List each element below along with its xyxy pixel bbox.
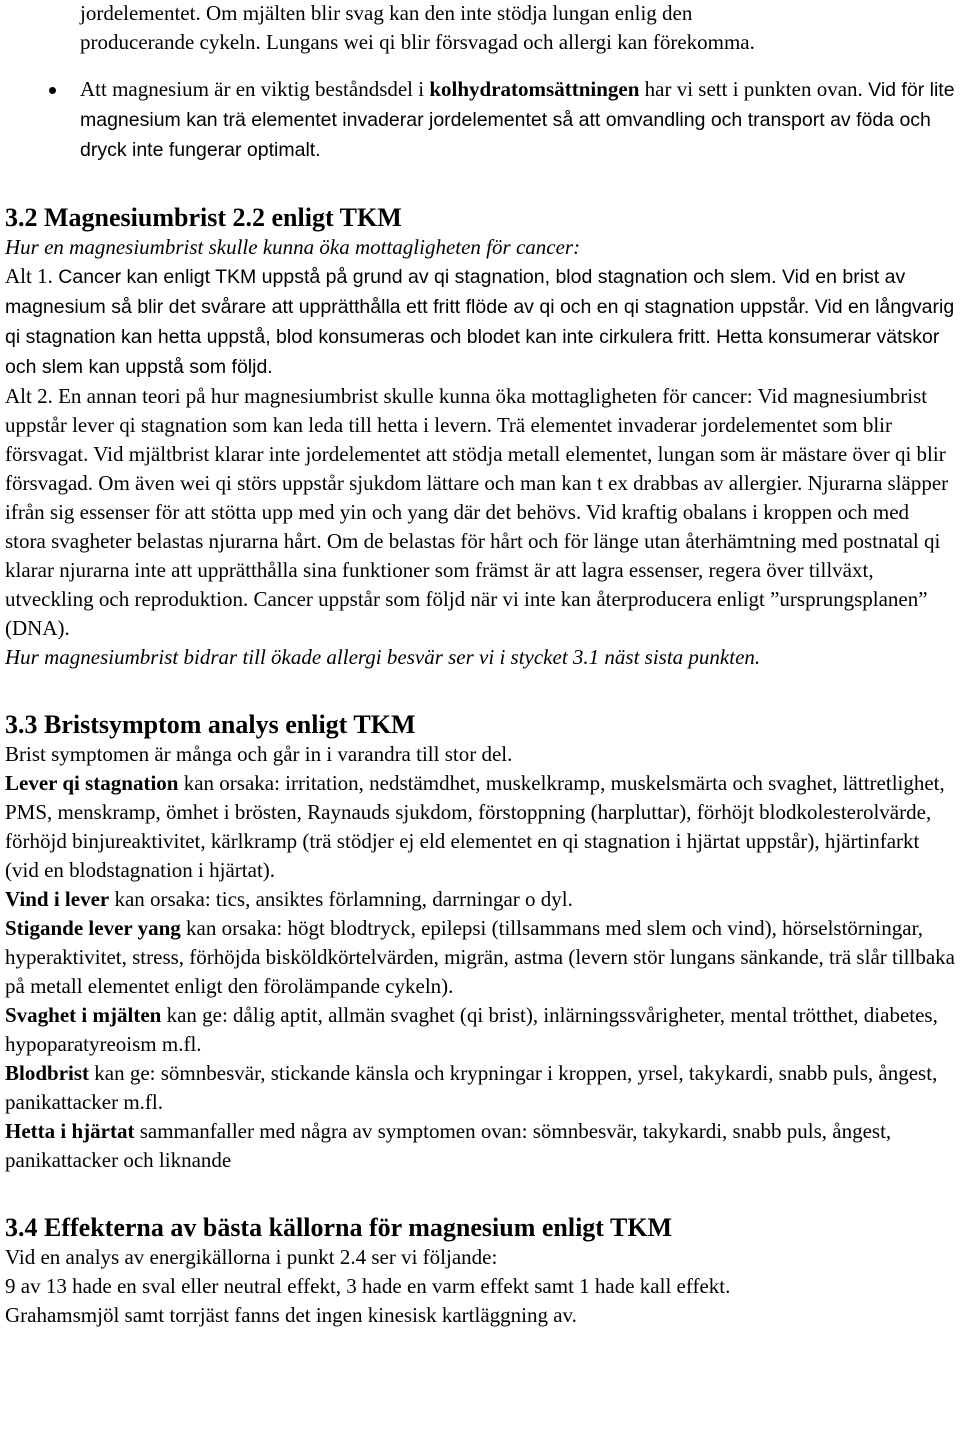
section-heading-3-4: 3.4 Effekterna av bästa källorna för magnesium enligt TKM — [5, 1213, 673, 1242]
section-heading-3-2: 3.2 Magnesiumbrist 2.2 enligt TKM — [5, 203, 402, 232]
bullet-icon — [49, 87, 56, 94]
bullet-item — [5, 75, 955, 165]
symptom-term: Hetta i hjärtat — [5, 1119, 135, 1143]
symptom-paragraph — [5, 769, 955, 885]
symptom-paragraph — [5, 1001, 955, 1059]
alt-2-text: En annan teori på hur magnesiumbrist skulle kunna öka mottagligheten för cancer: Vid magnesiumbrist uppstår lever qi stagnation som kan leda till hetta i levern. Trä elementet invaderar jordelementet som blir försvagat. Vid mjältbrist klarar inte jordelementet att stödja metall elementet, lungan som är mästare över qi blir försvagad. Om även wei qi störs uppstår sjukdom lättare och man kan t ex drabbas av allergier. Njurarna släpper ifrån sig essenser för att stötta upp med yin och yang där det behövs. Vid kraftig obalans i kroppen och med stora svagheter belastas njurarna hårt. Om de belastas för hårt och för länge utan återhämtning med postnatal qi klarar njurarna inte att upprätthålla sina funktioner som främst är att lagra essenser, regera över tillväxt, utveckling och reproduktion. Cancer uppstår som följd när vi inte kan återproducera enligt ”ursprungsplanen” (DNA). — [5, 384, 949, 640]
analysis-line: Vid en analys av energikällorna i punkt 2.4 ser vi följande: — [5, 1245, 498, 1269]
symptom-term: Stigande lever yang — [5, 916, 181, 940]
analysis-line: 9 av 13 hade en sval eller neutral effekt, 3 hade en varm effekt samt 1 hade kall effekt. — [5, 1274, 731, 1298]
alt-2-label: Alt 2. — [5, 384, 53, 408]
symptom-paragraph — [5, 885, 955, 914]
symptom-paragraph — [5, 1059, 955, 1117]
section-closing: Hur magnesiumbrist bidrar till ökade allergi besvär ser vi i stycket 3.1 näst sista punkten. — [5, 645, 761, 669]
symptom-text: kan orsaka: irritation, nedstämdhet, muskelkramp, muskelsmärta och svaghet, lättretlighet, PMS, menskramp, ömhet i brösten, Raynauds sjukdom, förstoppning (harpluttar), förhöjt blodkolesterolvärde, förhöjd binjureaktivitet, kärlkramp (trä stödjer ej eld elementet en qi stagnation i hjärtat uppstår), hjärtinfarkt (vid en blodstagnation i hjärtat). — [5, 771, 945, 882]
symptom-term: Vind i lever — [5, 887, 110, 911]
alt-1-text: Cancer kan enligt TKM uppstå på grund av qi stagnation, blod stagnation och slem. Vid en brist av magnesium så blir det svårare att upprätthålla ett fritt flöde av qi och en qi stagnation uppstår. Vid en långvarig qi stagnation kan hetta uppstå, blod konsumeras och blodet kan inte cirkulera fritt. Hetta konsumerar vätskor och slem kan uppstå som följd. — [5, 266, 955, 378]
symptom-text: kan orsaka: tics, ansiktes förlamning, darrningar o dyl. — [109, 887, 573, 911]
symptom-text: sammanfaller med några av symptomen ovan: sömnbesvär, takykardi, snabb puls, ångest, panikattacker och liknande — [5, 1119, 892, 1172]
intro-paragraph — [5, 0, 955, 57]
symptom-text: kan orsaka: högt blodtryck, epilepsi (tillsammans med slem och vind), hörselstörningar, hyperaktivitet, stress, förhöjda bisköldkörtelvärden, migrän, astma (levern stör lungans sänkande, trä slår tillbaka på metall elementet enligt den förolämpande cykeln). — [5, 916, 955, 998]
intro-line-1: jordelementet. Om mjälten blir svag kan den inte stödja lungan enlig den — [80, 1, 693, 25]
symptom-text: kan ge: sömnbesvär, stickande känsla och krypningar i kroppen, yrsel, takykardi, snabb puls, ångest, panikattacker m.fl. — [5, 1061, 938, 1114]
symptom-text: kan ge: dålig aptit, allmän svaghet (qi brist), inlärningssvårigheter, mental trötthet, diabetes, hypoparatyreoism m.fl. — [5, 1003, 938, 1056]
symptom-term: Svaghet i mjälten — [5, 1003, 162, 1027]
symptom-term: Lever qi stagnation — [5, 771, 179, 795]
alt-1-label: Alt 1. — [5, 264, 53, 288]
bullet-text-part: Att magnesium är en viktig beståndsdel i — [80, 77, 430, 101]
document-page — [5, 0, 955, 1330]
section-heading-3-3: 3.3 Bristsymptom analys enligt TKM — [5, 710, 416, 739]
bullet-text — [80, 75, 955, 165]
bullet-bold-term: kolhydratomsättningen — [429, 77, 640, 101]
section-intro: Brist symptomen är många och går in i varandra till stor del. — [5, 742, 513, 766]
section-subtitle: Hur en magnesiumbrist skulle kunna öka mottagligheten för cancer: — [5, 235, 581, 259]
intro-line-2: producerande cykeln. Lungans wei qi blir försvagad och allergi kan förekomma. — [80, 30, 755, 54]
alt-2-paragraph — [5, 382, 955, 643]
symptom-paragraph — [5, 914, 955, 1001]
alt-1-paragraph — [5, 262, 955, 382]
symptom-term: Blodbrist — [5, 1061, 90, 1085]
bullet-sans-text: Vid för lite magnesium kan trä elementet invaderar jordelementet så att omvandling och transport av föda och dryck inte fungerar optimalt. — [80, 79, 955, 161]
bullet-text-part: har vi sett i punkten ovan. — [639, 77, 863, 101]
analysis-line: Grahamsmjöl samt torrjäst fanns det ingen kinesisk kartläggning av. — [5, 1303, 577, 1327]
symptom-paragraph — [5, 1117, 955, 1175]
